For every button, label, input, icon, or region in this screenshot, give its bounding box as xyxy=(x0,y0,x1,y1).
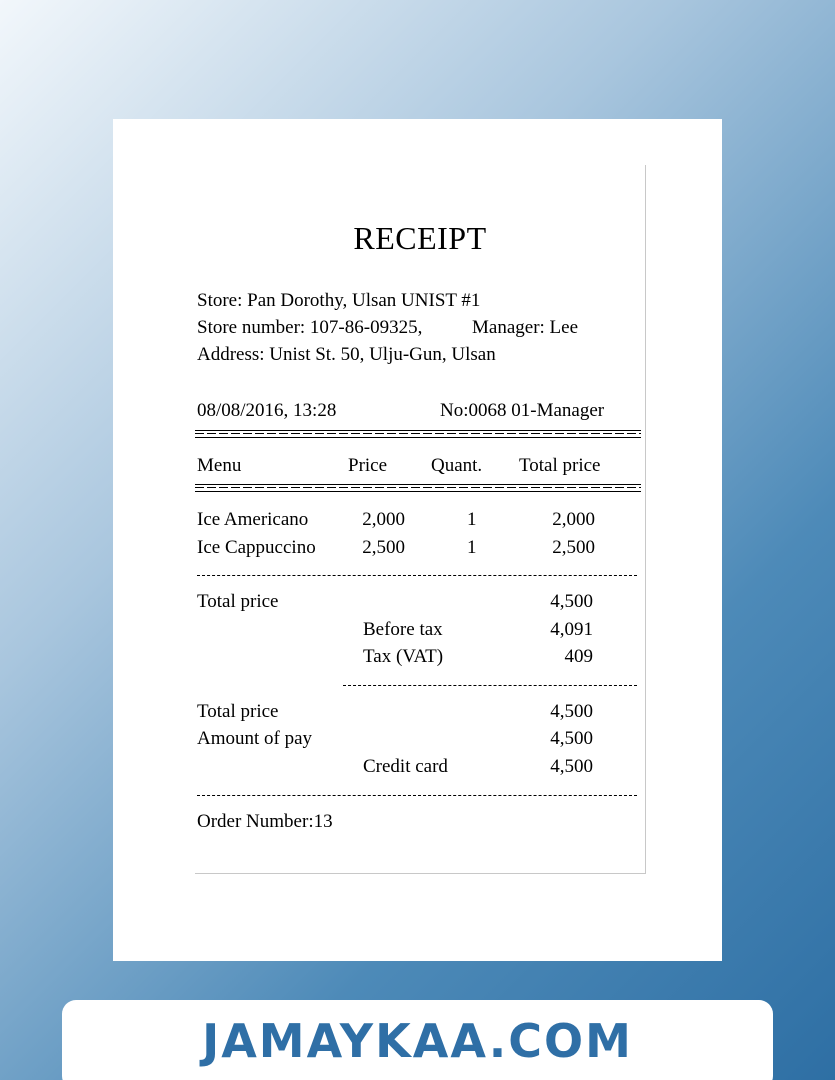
header-menu: Menu xyxy=(197,455,242,476)
order-number: Order Number:13 xyxy=(197,811,333,832)
tax-value: 409 xyxy=(564,646,593,667)
item-total: 2,500 xyxy=(552,537,595,558)
summary-total-label: Total price xyxy=(197,591,279,612)
receipt-paper xyxy=(113,119,722,961)
item-price: 2,500 xyxy=(362,537,405,558)
item-quantity: 1 xyxy=(467,537,477,558)
item-name: Ice Americano xyxy=(197,509,309,530)
amount-of-pay-label: Amount of pay xyxy=(197,728,313,749)
store-number: Store number: 107-86-09325, xyxy=(197,317,423,338)
item-price: 2,000 xyxy=(362,509,405,530)
store-address: Address: Unist St. 50, Ulju-Gun, Ulsan xyxy=(197,344,496,365)
item-name: Ice Cappuccino xyxy=(197,537,316,558)
dashed-rule xyxy=(343,685,637,686)
summary-total-value: 4,500 xyxy=(550,591,593,612)
dashed-rule xyxy=(197,575,637,576)
amount-of-pay-value: 4,500 xyxy=(550,728,593,749)
header-price: Price xyxy=(348,455,388,476)
receipt-title: RECEIPT xyxy=(353,220,487,256)
item-quantity: 1 xyxy=(467,509,477,530)
receipt-datetime: 08/08/2016, 13:28 xyxy=(197,400,337,421)
double-rule-top xyxy=(195,430,641,438)
before-tax-label: Before tax xyxy=(363,619,443,640)
manager-name: Manager: Lee xyxy=(472,317,579,338)
payment-total-value: 4,500 xyxy=(550,701,593,722)
dashed-rule xyxy=(197,795,637,796)
payment-total-label: Total price xyxy=(197,701,279,722)
header-quantity: Quant. xyxy=(431,455,483,476)
before-tax-value: 4,091 xyxy=(550,619,593,640)
receipt-order-no: No:0068 01-Manager xyxy=(440,400,605,421)
header-total: Total price xyxy=(519,455,601,476)
tax-label: Tax (VAT) xyxy=(363,646,444,667)
watermark-text: JAMAYKAA.COM xyxy=(202,1014,633,1068)
credit-card-value: 4,500 xyxy=(550,756,593,777)
receipt xyxy=(195,165,646,874)
double-rule-bottom xyxy=(195,484,641,492)
watermark-bar xyxy=(62,1000,773,1080)
credit-card-label: Credit card xyxy=(363,756,448,777)
item-total: 2,000 xyxy=(552,509,595,530)
store-name: Store: Pan Dorothy, Ulsan UNIST #1 xyxy=(197,290,481,311)
